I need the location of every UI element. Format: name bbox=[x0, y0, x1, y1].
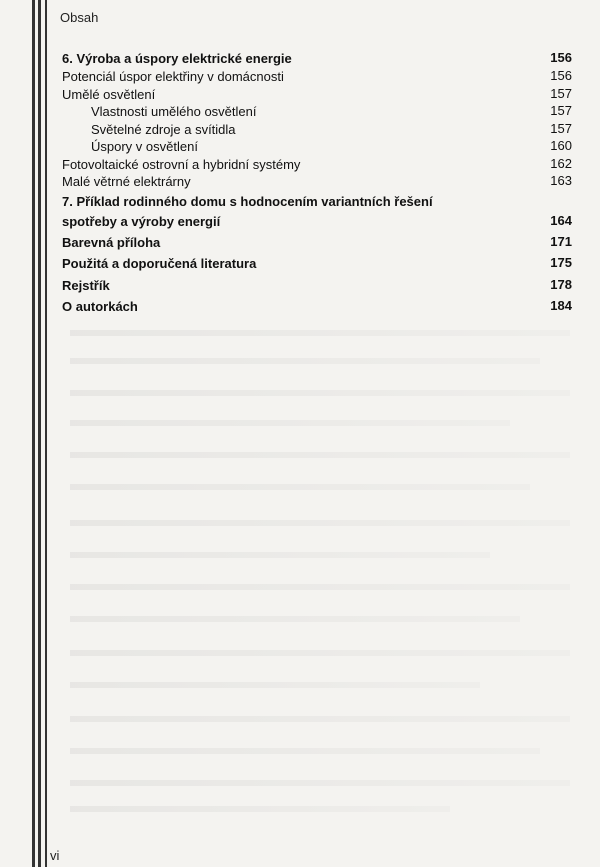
toc-entry-title: Fotovoltaické ostrovní a hybridní systémy bbox=[62, 157, 301, 172]
toc-entry-page: 157 bbox=[550, 86, 572, 101]
toc-entry-title: Potenciál úspor elektřiny v domácnosti bbox=[62, 69, 284, 84]
toc-entry-page: 156 bbox=[550, 68, 572, 83]
toc-entry-section bbox=[62, 68, 284, 85]
toc-entry-title: Malé větrné elektrárny bbox=[62, 174, 191, 189]
toc-entry-title-line-1: 7. Příklad rodinného domu s hodnocením variantních řešení bbox=[62, 194, 433, 209]
toc-entry-page: 162 bbox=[550, 156, 572, 171]
toc-entry-literature bbox=[62, 255, 256, 272]
toc-entry-title: Rejstřík bbox=[62, 278, 110, 293]
margin-rule-outer bbox=[32, 0, 35, 867]
toc-entry-page: 163 bbox=[550, 173, 572, 188]
toc-entry-page: 178 bbox=[550, 277, 572, 292]
toc-entry-page: 156 bbox=[550, 50, 572, 65]
toc-entry-page: 157 bbox=[550, 121, 572, 136]
toc-entry-page: 171 bbox=[550, 234, 572, 249]
toc-entry-page: 160 bbox=[550, 138, 572, 153]
toc-entry-chapter-6 bbox=[62, 50, 292, 67]
toc-entry-title: Světelné zdroje a svítidla bbox=[91, 122, 236, 137]
toc-entry-color-appendix bbox=[62, 234, 160, 251]
toc-entry-subsection bbox=[91, 138, 198, 155]
toc-entry-title: Vlastnosti umělého osvětlení bbox=[91, 104, 257, 119]
running-head: Obsah bbox=[60, 10, 99, 25]
toc-entry-title: Barevná příloha bbox=[62, 235, 161, 250]
toc-entry-title: O autorkách bbox=[62, 299, 138, 314]
toc-entry-section bbox=[62, 156, 300, 173]
page-number: vi bbox=[50, 848, 60, 863]
toc-entry-page: 184 bbox=[550, 298, 572, 313]
toc-entry-section bbox=[62, 86, 155, 103]
toc-entry-subsection bbox=[91, 103, 256, 120]
toc-entry-title: 6. Výroba a úspory elektrické energie bbox=[62, 51, 292, 66]
toc-entry-page: 175 bbox=[550, 255, 572, 270]
toc-entry-chapter-7 bbox=[62, 193, 433, 230]
margin-rule-middle bbox=[38, 0, 41, 867]
margin-rule-inner bbox=[45, 0, 47, 867]
toc-entry-authors bbox=[62, 298, 138, 315]
toc-entry-index bbox=[62, 277, 110, 294]
toc-entry-title: Úspory v osvětlení bbox=[91, 139, 198, 154]
toc-entry-title: Umělé osvětlení bbox=[62, 87, 156, 102]
toc-entry-section bbox=[62, 173, 191, 190]
toc-entry-title: Použitá a doporučená literatura bbox=[62, 256, 257, 271]
toc-entry-title-line-2: spotřeby a výroby energií bbox=[62, 214, 221, 229]
toc-entry-subsection bbox=[91, 121, 236, 138]
toc-entry-page: 157 bbox=[550, 103, 572, 118]
toc-entry-page: 164 bbox=[550, 213, 572, 228]
